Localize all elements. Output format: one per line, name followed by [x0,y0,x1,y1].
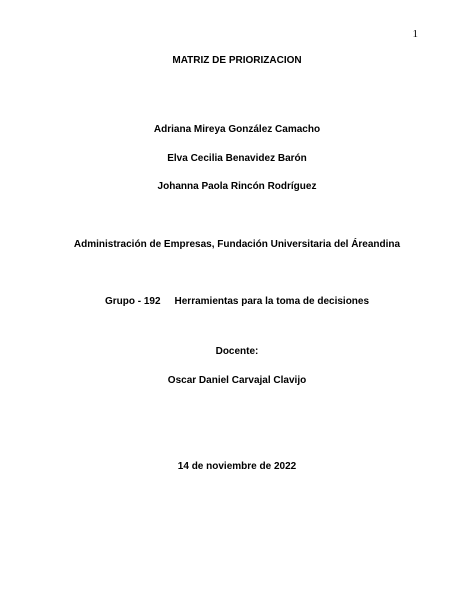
page-number: 1 [412,28,418,40]
course-name: Herramientas para la toma de decisiones [174,296,370,307]
teacher-label: Docente: [215,346,259,357]
document-date: 14 de noviembre de 2022 [177,461,297,472]
institution: Administración de Empresas, Fundación Universitaria del Áreandina [73,239,401,250]
author-name: Adriana Mireya González Camacho [153,124,321,135]
group-and-course [0,296,474,308]
author-name: Elva Cecilia Benavidez Barón [167,153,307,164]
document-title: MATRIZ DE PRIORIZACION [172,55,302,66]
teacher-name: Oscar Daniel Carvajal Clavijo [167,375,307,386]
author-name: Johanna Paola Rincón Rodríguez [157,181,317,192]
group-label: Grupo - 192 [104,296,161,307]
